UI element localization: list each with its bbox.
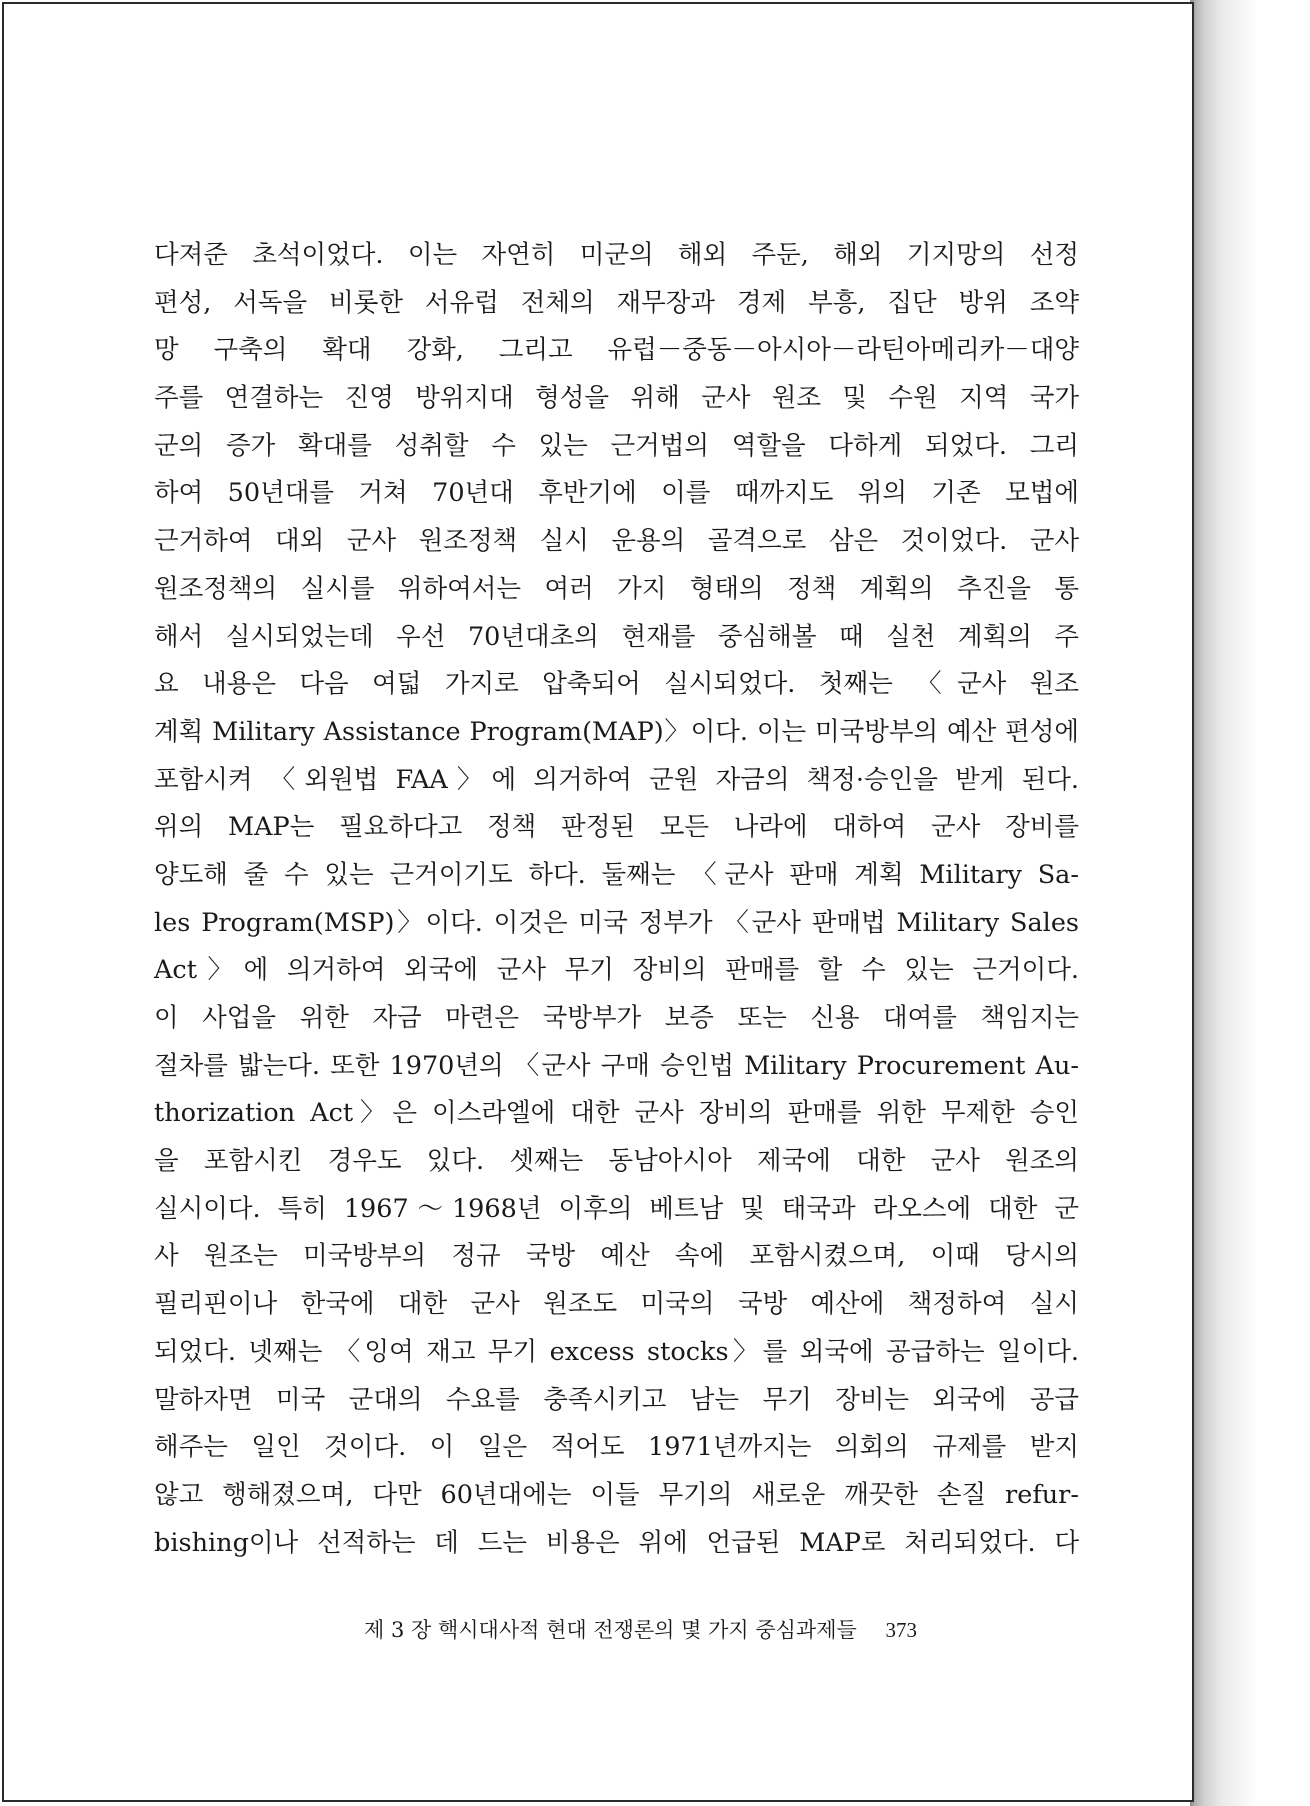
body-text (154, 232, 1079, 1567)
page-footer (364, 1610, 1044, 1650)
text-line: 다져준 초석이었다. 이는 자연히 미군의 해외 주둔, 해외 기지망의 선정 (154, 240, 1079, 270)
text-line: 위의 MAP는 필요하다고 정책 판정된 모든 나라에 대하여 군사 장비를 (154, 812, 1079, 843)
text-line: 양도해 줄 수 있는 근거이기도 하다. 둘째는 〈군사 판매 계획 Military Sa- (154, 859, 1079, 890)
text-line: 주를 연결하는 진영 방위지대 형성을 위해 군사 원조 및 수원 지역 국가 (154, 383, 1079, 414)
text-line: 요 내용은 다음 여덟 가지로 압축되어 실시되었다. 첫째는 〈군사 원조 (154, 669, 1079, 700)
book-page (2, 2, 1194, 1802)
text-line: bishing이나 선적하는 데 드는 비용은 위에 언급된 MAP로 처리되었다. 다 (154, 1527, 1079, 1558)
text-line: 해주는 일인 것이다. 이 일은 적어도 1971년까지는 의회의 규제를 받지 (154, 1432, 1079, 1463)
text-line: Act〉에 의거하여 외국에 군사 무기 장비의 판매를 할 수 있는 근거이다. (154, 955, 1079, 986)
text-line: 계획 Military Assistance Program(MAP)〉이다. 이는 미국방부의 예산 편성에 (154, 716, 1079, 747)
text-line: 포함시켜 〈외원법 FAA〉에 의거하여 군원 자금의 책정·승인을 받게 된다. (154, 764, 1079, 795)
page-edge-shadow (1190, 0, 1258, 1806)
text-line: 사 원조는 미국방부의 정규 국방 예산 속에 포함시켰으며, 이때 당시의 (154, 1241, 1079, 1272)
text-line: les Program(MSP)〉이다. 이것은 미국 정부가 〈군사 판매법 Military Sales (154, 907, 1079, 938)
text-line: 편성, 서독을 비롯한 서유럽 전체의 재무장과 경제 부흥, 집단 방위 조약 (154, 287, 1079, 318)
text-line: 하여 50년대를 거쳐 70년대 후반기에 이를 때까지도 위의 기존 모법에 (154, 478, 1079, 509)
text-line: 이 사업을 위한 자금 마련은 국방부가 보증 또는 신용 대여를 책임지는 (154, 1003, 1079, 1033)
text-line: 절차를 밟는다. 또한 1970년의 〈군사 구매 승인법 Military Procurement Au- (154, 1050, 1079, 1081)
text-line: 원조정책의 실시를 위하여서는 여러 가지 형태의 정책 계획의 추진을 통 (154, 573, 1079, 604)
text-line: 을 포함시킨 경우도 있다. 셋째는 동남아시아 제국에 대한 군사 원조의 (154, 1146, 1079, 1177)
running-footer-chapter-title: 제 3 장 핵시대사적 현대 전쟁론의 몇 가지 중심과제들 (364, 1618, 857, 1642)
text-line: 망 구축의 확대 강화, 그리고 유럽－중동－아시아－라틴아메리카－대양 (154, 335, 1079, 366)
text-line: 근거하여 대외 군사 원조정책 실시 운용의 골격으로 삼은 것이었다. 군사 (154, 526, 1079, 557)
text-line: 군의 증가 확대를 성취할 수 있는 근거법의 역할을 다하게 되었다. 그리 (154, 430, 1079, 461)
text-line: thorization Act〉은 이스라엘에 대한 군사 장비의 판매를 위한 무제한 승인 (154, 1098, 1079, 1129)
text-line: 되었다. 넷째는 〈잉여 재고 무기 excess stocks〉를 외국에 공급하는 일이다. (154, 1336, 1079, 1367)
page-number: 373 (885, 1618, 917, 1642)
text-line: 실시이다. 특히 1967～1968년 이후의 베트남 및 태국과 라오스에 대한 군 (154, 1193, 1079, 1224)
text-line: 해서 실시되었는데 우선 70년대초의 현재를 중심해볼 때 실천 계획의 주 (154, 621, 1079, 652)
text-line: 말하자면 미국 군대의 수요를 충족시키고 남는 무기 장비는 외국에 공급 (154, 1384, 1079, 1415)
text-line: 않고 행해졌으며, 다만 60년대에는 이들 무기의 새로운 깨끗한 손질 refur- (154, 1479, 1079, 1510)
text-line: 필리핀이나 한국에 대한 군사 원조도 미국의 국방 예산에 책정하여 실시 (154, 1289, 1079, 1320)
